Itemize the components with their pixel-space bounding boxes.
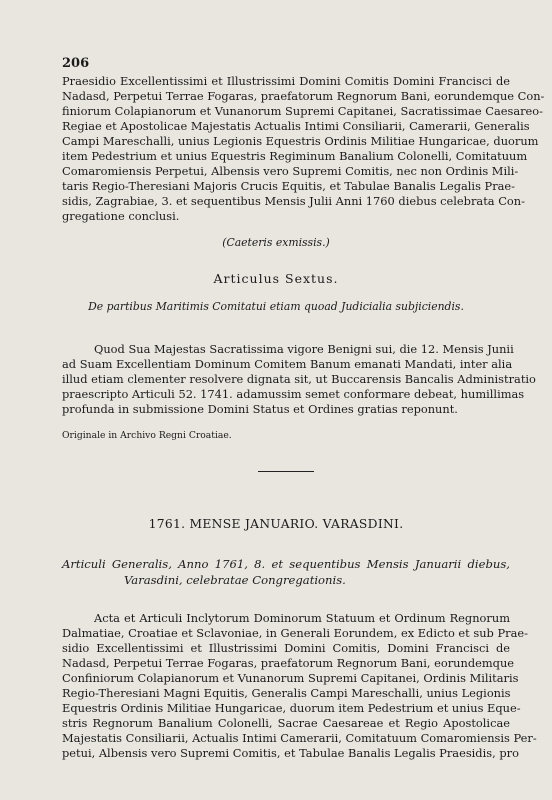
text-line: profunda in submissione Domini Status et Ordines gratias reponunt. bbox=[62, 402, 458, 416]
text-line: taris Regio-Theresiani Majoris Crucis Equitis, et Tabulae Banalis Legalis Prae- bbox=[62, 179, 516, 193]
text-line: sidis, Zagrabiae, 3. et sequentibus Mensis Julii Anni 1760 diebus celebrata Con- bbox=[62, 194, 525, 208]
paragraph-2 bbox=[62, 342, 536, 417]
paragraph-1 bbox=[62, 74, 545, 224]
text-line: finiorum Colapianorum et Vunanorum Supremi Capitanei, Sacratissimae Caesareo- bbox=[62, 104, 544, 118]
text-line: Confiniorum Colapianorum et Vunanorum Supremi Capitanei, Ordinis Militaris bbox=[62, 671, 519, 685]
articuli-title bbox=[62, 556, 510, 588]
text-line: Equestris Ordinis Militiae Hungaricae, duorum item Pedestrium et unius Eque- bbox=[62, 701, 521, 715]
text-line: Acta et Articuli Inclytorum Dominorum Statuum et Ordinum Regnorum bbox=[94, 611, 510, 625]
source-note: Originale in Archivo Regni Croatiae. bbox=[62, 430, 232, 441]
text-line: gregatione conclusi. bbox=[62, 209, 180, 223]
caeteris-note: (Caeteris exmissis.) bbox=[222, 236, 330, 249]
articulus-subtitle: De partibus Maritimis Comitatui etiam quoad Judicialia subjiciendis. bbox=[88, 300, 464, 313]
text-line: Nadasd, Perpetui Terrae Fogaras, praefatorum Regnorum Bani, eorundemque bbox=[62, 656, 515, 670]
text-line: Regio-Theresiani Magni Equitis, Generalis Campi Mareschalli, unius Legionis bbox=[62, 686, 511, 700]
page-number: 206 bbox=[62, 56, 90, 71]
articulus-heading: Articulus Sextus. bbox=[213, 271, 339, 286]
text-line: Regiae et Apostolicae Majestatis Actualis Intimi Consiliarii, Camerarii, Generalis bbox=[62, 119, 530, 133]
section-divider bbox=[258, 471, 314, 472]
text-line: sidio Excellentissimi et Illustrissimi Domini Comitis, Domini Francisci de bbox=[62, 641, 510, 655]
text-line: illud etiam clementer resolvere dignata sit, ut Buccarensis Bancalis Administratio bbox=[62, 372, 536, 386]
text-line: Quod Sua Majestas Sacratissima vigore Benigni sui, die 12. Mensis Junii bbox=[94, 342, 514, 356]
text-line: Campi Mareschalli, unius Legionis Equestris Ordinis Militiae Hungaricae, duorum bbox=[62, 134, 539, 148]
text-line: Varasdini, celebratae Congregationis. bbox=[124, 573, 346, 587]
paragraph-3 bbox=[62, 611, 537, 761]
text-line: Dalmatiae, Croatiae et Sclavoniae, in Generali Eorundem, ex Edicto et sub Prae- bbox=[62, 626, 528, 640]
text-line: Articuli Generalis, Anno 1761, 8. et sequentibus Mensis Januarii diebus, bbox=[62, 557, 510, 571]
year-heading: 1761. MENSE JANUARIO. VARASDINI. bbox=[148, 517, 404, 531]
text-line: petui, Albensis vero Supremi Comitis, et Tabulae Banalis Legalis Praesidis, pro bbox=[62, 746, 519, 760]
text-line: Praesidio Excellentissimi et Illustrissimi Domini Comitis Domini Francisci de bbox=[62, 74, 510, 88]
text-line: Majestatis Consiliarii, Actualis Intimi Camerarii, Comitatuum Comaromiensis Per- bbox=[62, 731, 537, 745]
text-line: stris Regnorum Banalium Colonelli, Sacrae Caesareae et Regio Apostolicae bbox=[62, 716, 510, 730]
text-line: Nadasd, Perpetui Terrae Fogaras, praefatorum Regnorum Bani, eorundemque Con- bbox=[62, 89, 545, 103]
text-line: ad Suam Excellentiam Dominum Comitem Banum emanati Mandati, inter alia bbox=[62, 357, 513, 371]
text-line: praescripto Articuli 52. 1741. adamussim semet conformare debeat, humillimas bbox=[62, 387, 525, 401]
text-line: item Pedestrium et unius Equestris Regiminum Banalium Colonelli, Comitatuum bbox=[62, 149, 528, 163]
text-line: Comaromiensis Perpetui, Albensis vero Supremi Comitis, nec non Ordinis Mili- bbox=[62, 164, 519, 178]
